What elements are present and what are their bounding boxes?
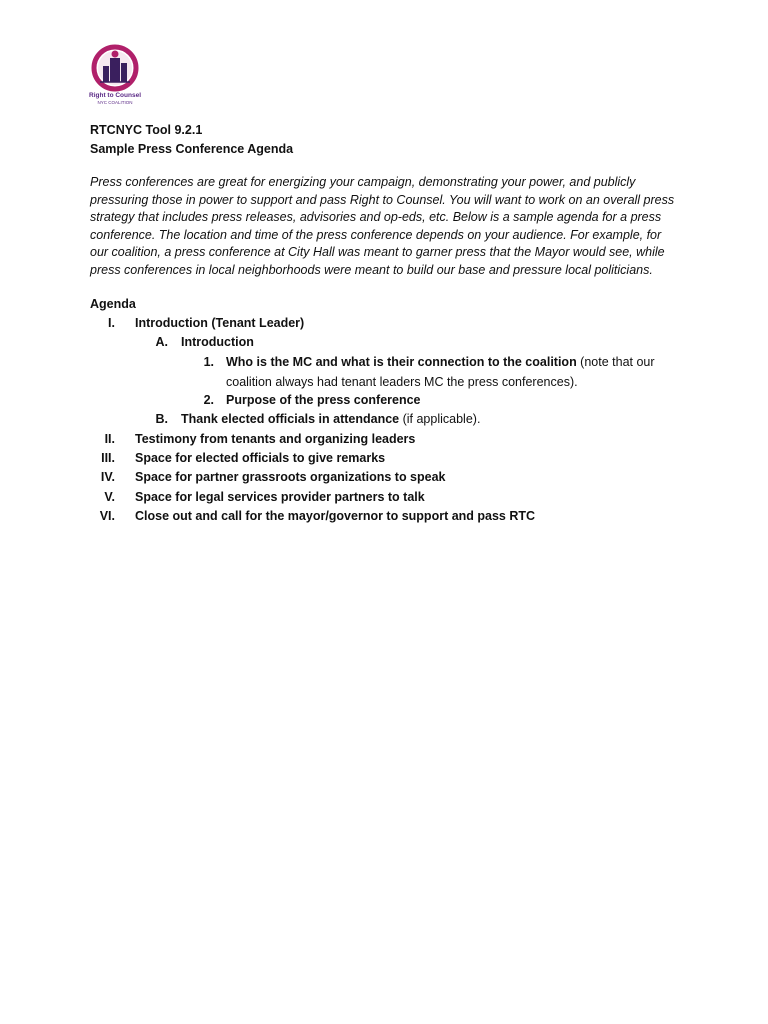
agenda-item-text-bold: Thank elected officials in attendance xyxy=(181,412,400,426)
logo-text-line1: Right to Counsel xyxy=(89,92,141,99)
right-to-counsel-logo-icon xyxy=(86,44,144,108)
agenda-item-text-rest: (note that our xyxy=(576,355,655,369)
agenda-item-number: 1. xyxy=(203,355,214,369)
agenda-item-text-rest: (if applicable). xyxy=(399,412,481,426)
agenda-item-number: III. xyxy=(101,451,115,465)
tool-id: RTCNYC Tool 9.2.1 xyxy=(90,123,203,137)
document-title: Sample Press Conference Agenda xyxy=(90,142,294,156)
agenda-item-number: B. xyxy=(155,412,168,426)
agenda-item-text: Testimony from tenants and organizing leaders xyxy=(135,432,416,446)
agenda-item-text: Introduction (Tenant Leader) xyxy=(135,316,305,330)
agenda-item-text: Close out and call for the mayor/governor to support and pass RTC xyxy=(135,509,536,523)
agenda-item-text: Space for elected officials to give remarks xyxy=(135,451,386,465)
agenda-item-text: Space for legal services provider partners to talk xyxy=(135,490,425,504)
agenda-item-number: VI. xyxy=(99,509,115,523)
agenda-item-text: coalition always had tenant leaders MC the press conferences). xyxy=(226,375,578,389)
logo-text-line2: NYC COALITION xyxy=(97,100,133,105)
intro-line: press conferences in local neighborhoods were meant to build our base and pressure local politicians. xyxy=(90,262,653,277)
agenda-item-number: IV. xyxy=(100,470,115,484)
intro-line: strategy that includes press releases, advisories and op-eds, etc. Below is a sample agenda for a press xyxy=(90,210,662,224)
agenda-item-text: Purpose of the press conference xyxy=(226,393,421,407)
intro-paragraph xyxy=(90,174,690,279)
agenda-item-number: 2. xyxy=(203,393,214,407)
intro-line: Press conferences are great for energizing your campaign, demonstrating your power, and publicly xyxy=(90,175,636,189)
agenda-item-number: A. xyxy=(155,335,168,349)
agenda-item-text: Introduction xyxy=(181,335,254,349)
agenda-item-text: Space for partner grassroots organizations to speak xyxy=(135,470,446,484)
intro-line: pressuring those in power to support and pass Right to Counsel. You will want to work on an overall press xyxy=(90,192,675,207)
agenda-title: Agenda xyxy=(90,297,136,311)
agenda-item-number: II. xyxy=(104,432,115,446)
intro-line: our coalition, a press conference at City Hall was meant to garner press that the Mayor would see, while xyxy=(90,245,665,259)
agenda-item-number: I. xyxy=(108,316,115,330)
agenda-item-text-bold: Who is the MC and what is their connection to the coalition xyxy=(226,355,577,369)
agenda-item-number: V. xyxy=(104,490,115,504)
intro-line: conference. The location and time of the press conference depends on your audience. For example, for xyxy=(90,227,662,242)
